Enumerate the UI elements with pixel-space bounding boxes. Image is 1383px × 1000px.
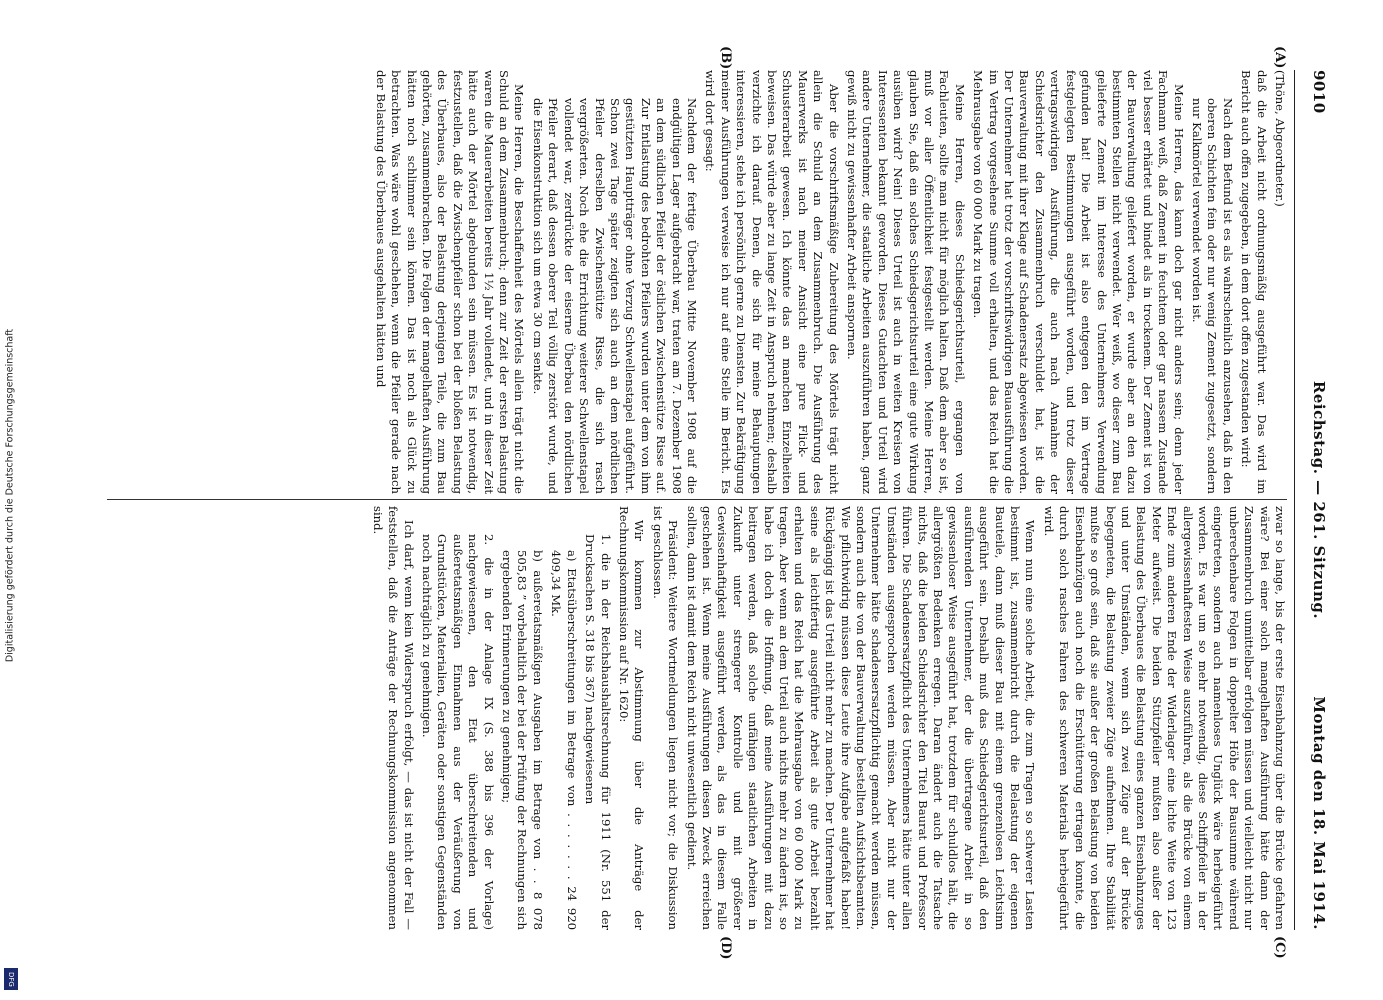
dfg-logo: DFG (4, 968, 18, 990)
page-header (1300, 70, 1328, 930)
paragraph: b) außeretatsmäßigen Ausgaben im Betrage von . . 8 078 505,83 ” vorbehaltlich der bei der Prüfung der Rechnungen sich ergebenden Erinnerungen zu genehmigen; (500, 550, 545, 930)
session-date: Montag den 18. Mai 1914. (1310, 696, 1328, 930)
paragraph: Meine Herren, das kann doch gar nicht anders sein; denn jeder Fachmann weiß, daß Zement in feuchtem oder gar nassem Zustande viel besser erhärtet und bindet als in trockenem. Der Zement ist von der Bauverwaltung geliefert worden, er wurde aber an den dazu bestimmten Stellen nicht verwendet. Wer weiß, wo dieser zum Bau gelieferte Zement im Interesse des Unternehmers Verwendung gefunden hat! Die Arbeit ist also entgegen den im Vertrage festgelegten Bestimmungen ausgeführt worden, und trotz dieser vertragswidrigen Ausführung, die auch nach Annahme der Schiedsrichter den Zusammenbruch verschuldet hat, ist die Bauverwaltung mit ihrer Klage auf Schadenersatz abgewiesen worden. Der Unternehmer hat trotz der vorschriftswidrigen Bauausführung die im Vertrag vorgesehene Summe voll erhalten, und das Reich hat die Mehrausgabe von 60 000 Mark zu tragen. (971, 70, 1186, 494)
credit-text: Digitalisierung gefördert durch die Deutsche Forschungsgemeinschaft (4, 328, 16, 663)
paragraph: Nachdem der fertige Überbau Mitte November 1908 auf die endgültigen Lager aufgebracht war, traten am 7. Dezember 1908 an dem südlichen Pfeiler der östlichen Zwischenstütze Risse auf. Zur Entlastung des bedrohten Pfeilers wurden unter dem von ihm gestützten Hauptträger ohne Verzug Schwellenstapel aufgeführt. Schon zwei Tage später zeigten sich auch an dem nördlichen Pfeiler derselben Zwischenstütze Risse, die sich rasch vergrößerten. Noch ehe die Errichtung weiterer Schwellenstapel vollendet war, zerdrückte der eiserne Überbau den nördlichen Pfeiler derart, daß dessen oberer Teil völlig zerstört wurde, und die Eisenkonstruktion sich um etwa 30 cm senkte. (530, 98, 699, 494)
paragraph: Nach dem Befund ist es als wahrscheinlich anzusehen, daß in den oberen Schichten fein oder nur wenig Zement zugesetzt, sondern nur Kalkmörtel verwendet worden ist. (1189, 98, 1235, 494)
paragraph: Meine Herren, dieses Schiedsgerichtsurteil, ergangen von Fachleuten, sollte man nicht für möglich halten. Daß dem aber so ist, muß vor aller Öffentlichkeit festgestellt werden. Meine Herren, glauben Sie, daß ein solches Schiedsgerichtsurteil eine gute Wirkung ausüben wird? Nein! Dieses Urteil ist auch in weiten Kreisen von Interessenten bekannt geworden. Dieses Gutachten und Urteil wird andere Unternehmer, die staatliche Arbeiten auszuführen haben, ganz gewiß nicht zu gewissenhafter Arbeit anspornen. (845, 70, 967, 494)
paragraph: (Thöne, Abgeordneter.) (1273, 70, 1287, 207)
page-number: 9010 (1310, 70, 1328, 114)
session-title: Reichstag. — 261. Sitzung. (1310, 380, 1328, 620)
paragraph: Präsident: Weitere Wortmeldungen liegen nicht vor; die Diskussion ist geschlossen. (650, 506, 681, 930)
margin-marker-a: (A) (1272, 46, 1287, 69)
paragraph: Aber die vorschriftsmäßige Zubereitung des Mörtels trägt nicht allein die Schuld an dem Zusammenbruch. Die Ausführung des Mauerwerks ist nach meiner Ansicht eine pure Flick- und Schusterarbeit gewesen. Ich könnte das an manchen Einzelheiten beweisen. Das würde aber zu lange Zeit in Anspruch nehmen; deshalb verzichte ich darauf. Denen, die sich für meine Behauptungen interessieren, stehe ich persönlich gerne zu Diensten. Zur Bekräftigung meiner Ausführungen verweise ich nur auf eine Stelle im Bericht. Es wird dort gesagt: (703, 70, 841, 494)
paragraph: Meine Herren, die Beschaffenheit des Mörtels allein trägt nicht die Schuld an dem Zusammenbruch; denn zur Zeit der ersten Belastung waren die Mauerarbeiten bereits 1½ Jahr vollendet, und in dieser Zeit hätte auch der Mörtel abgebunden sein müssen. Es ist notwendig, festzustellen, daß die Zwischenpfeiler schon bei der bloßen Belastung des Überbaues, also der Belastung derjenigen Teile, die zum Bau gehörten, zusammenbrachen. Die Folgen der mangelhaften Ausführung hätten noch schlimmer sein können. Das ist noch als Glück zu betrachten. Was wäre wohl geschehen, wenn die Pfeiler gerade nach der Belastung des Überbaues ausgehalten hätten und (373, 70, 527, 494)
paragraph: 1. die in der Reichshaushaltsrechnung für 1911 (Nr. 551 der Drucksachen S. 318 bis 367) nachgewiesenen (583, 534, 613, 930)
header-rule (1294, 70, 1295, 930)
paragraph: Wenn nun eine solche Arbeit, die zum Tragen so schwerer Lasten bestimmt ist, zusammenbricht durch die Belastung der eigenen Bauteile, dann muß dieser Bau mit einem grenzenlosen Leichtsinn ausgeführt sein. Deshalb muß das Schiedsgerichtsurteil, daß den ausführenden Unternehmer, der die übertragene Arbeit in so gewissenloser Weise ausgeführt hat, trotzdem für schuldlos hält, die allergrößten Bedenken erregen. Daran ändert auch die Tatsache nichts, daß die beiden Schiedsrichter den Titel Baurat und Professor führen. Die Schadensersatzpflicht des Unternehmers hätte unter allen Umständen ausgesprochen werden müssen. Aber nicht nur der Unternehmer hätte schadensersatzpflichtig gemacht werden müssen, sondern auch die von der Bauverwaltung bestellten Aufsichtsbeamten. Wie pflichtwidrig müssen diese Leute ihre Aufgabe aufgefaßt haben! Rückgängig ist das Urteil nicht mehr zu machen. Der Unternehmer hat seine als leichtfertig ausgeführte Arbeit als gute Arbeit bezahlt erhalten und das Reich hat die Mehrausgabe von 60 000 Mark zu tragen. Aber wenn an dem Urteil auch nichts mehr zu ändern ist, so habe ich doch die Hoffnung, daß meine Ausführungen mit dazu beitragen werden, daß solche unfähigen staatlichen Arbeiten in Zukunft unter strengerer Kontrolle und mit größerer Gewissenhaftigkeit ausgeführt werden, als das in diesem Falle geschehen ist. Wenn meine Ausführungen diesen Zweck erreichen sollten, dann ist damit dem Reich nicht unwesentlich gedient. (684, 506, 1038, 930)
paragraph: zwar so lange, bis der erste Eisenbahnzug über die Brücke gefahren wäre? Bei einer solch mangelhaften Ausführung hätte dann der Zusammenbruch unmittelbar erfolgen müssen und vielleicht nicht nur unberechenbare Folgen in doppelter Höhe der Bausumme während eingetreten, sondern auch namenloses Unglück wäre herbeigeführt worden. Es war um so mehr notwendig, diese Schiffpfeiler in der allergewissenhaftesten Weise auszuführen, als die Brücke von einem Ende zum anderen Ende der Widerlager eine lichte Weite von 123 Meter aufweist. Die beiden Stützpfeiler mußten also außer der Belastung des Überbaues die Belastung eines ganzen Eisenbahnzuges und unter Umständen, wenn sich zwei Züge auf der Brücke begegneten, die Belastung zweier Züge aufnehmen. Ihre Stabilität mußte so groß sein, daß sie außer der großen Belastung von beiden Eisenbahnzügen auch noch die Erschütterung ertragen konnte, die durch solch rasches Fahren des schweren Materials herbeigeführt wird. (1041, 506, 1287, 930)
paragraph: Wir kommen zur Abstimmung über die Anträge der Rechnungskommission auf Nr. 1620: (616, 506, 647, 930)
column-divider (107, 499, 1287, 500)
paragraph: 2. die in der Anlage IX (S. 388 bis 396 der Vorlage) nachgewiesenen, den Etat überschreitenden und außeretatsmäßigen Einnahmen aus der Veräußerung von Grundstücken, Materialien, Geräten oder sonstigen Gegenständen noch nachträglich zu genehmigen. (420, 534, 496, 930)
margin-marker-c: (C) (1272, 936, 1287, 959)
paragraph: Ich darf, wenn kein Widerspruch erfolgt, — das ist nicht der Fall — feststellen, daß die Anträge der Rechnungskommission angenommen sind. (370, 506, 416, 930)
left-column (102, 70, 1287, 494)
margin-marker-b: (B) (718, 46, 733, 70)
paragraph: daß die Arbeit nicht ordnungsmäßig ausgeführt war. Das wird im Bericht auch offen zugegeben, in dem dort offen zugestanden wird: (1239, 70, 1269, 494)
paragraph: a) Etatsüberschreitungen im Betrage von . . . . . . . 24 920 409,34 Mk. (549, 550, 579, 930)
margin-marker-d: (D) (718, 936, 733, 960)
right-column (102, 506, 1287, 930)
